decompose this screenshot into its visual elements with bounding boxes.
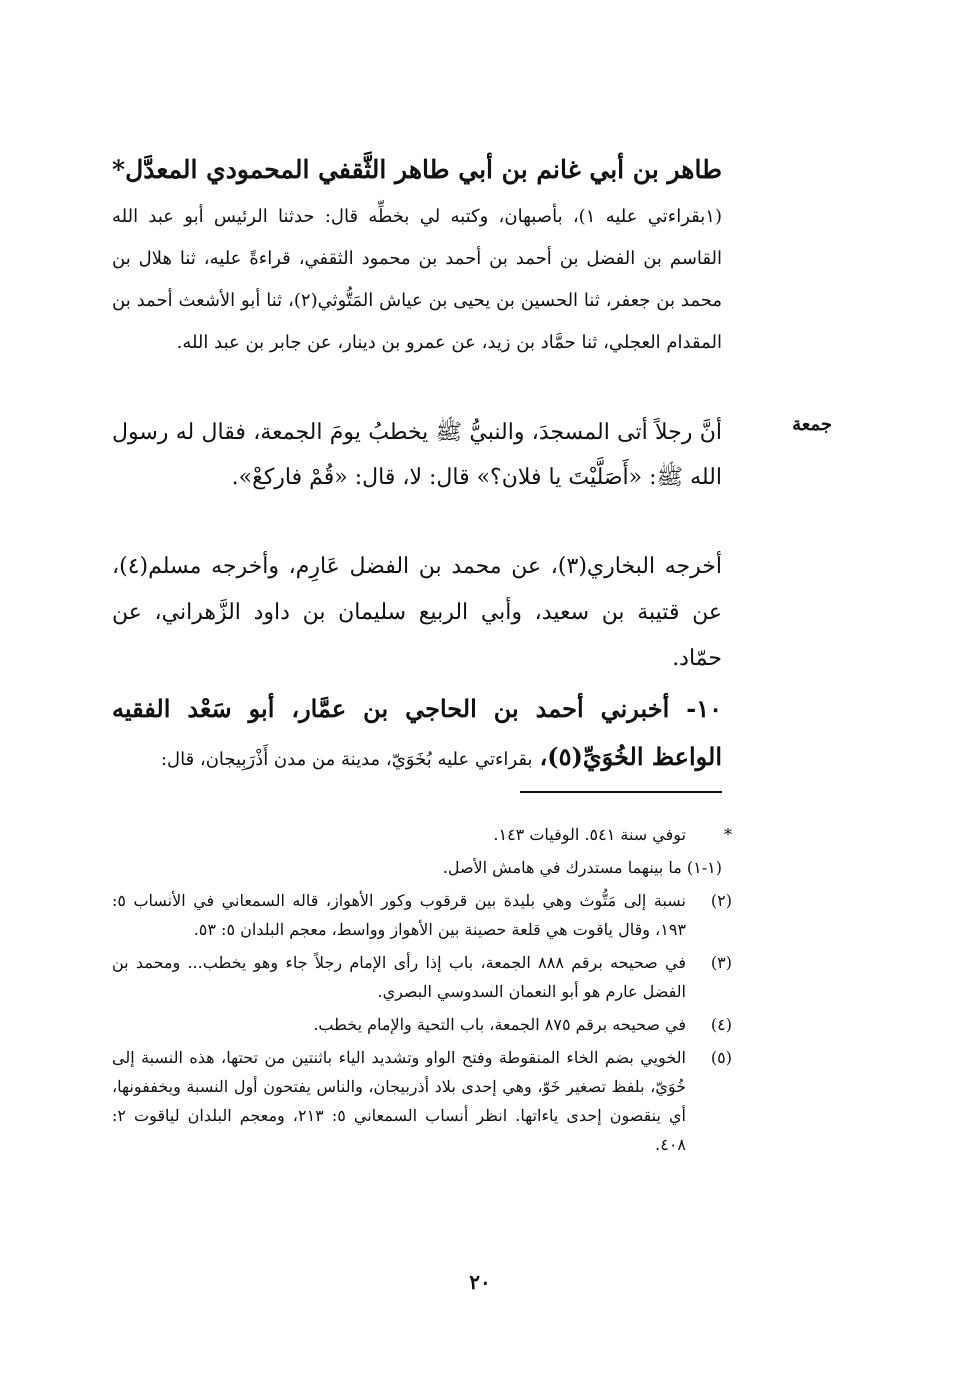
footnote-divider — [520, 791, 722, 793]
page-number: ٢٠ — [469, 1270, 491, 1294]
footnote-3 — [112, 948, 732, 1006]
footnote-2 — [112, 886, 732, 944]
entry-title-text: طاهر بن أبي غانم بن أبي طاهر الثَّقفي المحمودي المعدَّل* — [112, 155, 722, 184]
takhrij-text: أخرجه البخاري(٣)، عن محمد بن الفضل عَارِم، وأخرجه مسلم(٤)، عن قتيبة بن سعيد، وأبي الربيع سليمان بن داود الزَّهراني، عن حمّاد. — [112, 554, 723, 671]
footnotes — [112, 820, 732, 1163]
entry-10 — [112, 686, 722, 783]
footnote-text: الخويي بضم الخاء المنقوطة وفتح الواو وتشديد الياء باثنتين من تحتها، هذه النسبة إلى خُوَيّ، بلفظ تصغير خَوّ، وهي إحدى بلاد أذربيجان، والناس يفتحون أول النسبة ويخففونها، أي ينقصون إحدى ياءاتها. انظر أنساب السمعاني ٥: ٢١٣، ومعجم البلدان لياقوت ٢: ٤٠٨. — [112, 1048, 687, 1154]
entry-10-heading: ١٠- أخبرني أحمد بن الحاجي بن عمَّار، أبو سَعْد الفقيه الواعظ الخُوَيِّ(٥)، — [112, 694, 722, 771]
footnote-text: في صحيحه برقم ٨٨٨ الجمعة، باب إذا رأى الإمام رجلاً جاء وهو يخطب... ومحمد بن الفضل عارم هو أبو النعمان السدوسي البصري. — [112, 953, 686, 1001]
footnote-4 — [112, 1010, 732, 1039]
footnote-marker: * — [724, 825, 732, 844]
isnad-paragraph — [112, 196, 722, 364]
footnote-text: توفي سنة ٥٤١. الوفيات ١٤٣. — [493, 825, 686, 844]
hadith-text: أنَّ رجلاً أتى المسجدَ، والنبيُّ ﷺ يخطبُ يومَ الجمعة، فقال له رسول الله ﷺ: «أَصَلَّيْتَ يا فلان؟» قال: لا، قال: «قُمْ فاركعْ». — [112, 420, 722, 490]
footnote-1 — [112, 853, 732, 882]
footnote-text: نسبة إلى مَتُّوث وهي بليدة بين قرقوب وكور الأهواز، قاله السمعاني في الأنساب ٥: ١٩٣، وقال ياقوت هي قلعة حصينة بين الأهواز وواسط، معجم البلدان ٥: ٥٣. — [112, 891, 686, 939]
takhrij-paragraph — [112, 544, 722, 682]
entry-title — [112, 148, 722, 192]
footnote-text: (١-١) ما بينهما مستدرك في هامش الأصل. — [442, 858, 722, 877]
footnote-star — [112, 820, 732, 849]
footnote-5 — [112, 1043, 732, 1159]
footnote-marker: (٣) — [710, 953, 732, 972]
footnote-text: في صحيحه برقم ٨٧٥ الجمعة، باب التحية والإمام يخطب. — [313, 1015, 686, 1034]
hadith-paragraph — [112, 410, 722, 500]
entry-10-text: بقراءتي عليه بُخَوَيّ، مدينة من مدن أَذْرَبِيجان، قال: — [160, 749, 533, 770]
footnote-marker: (٢) — [710, 891, 732, 910]
isnad-text: (١بقراءتي عليه ١)، بأصبهان، وكتبه لي بخطِّه قال: حدثنا الرئيس أبو عبد الله القاسم بن الفضل بن أحمد بن أحمد بن محمود الثقفي، قراءةً عليه، ثنا هلال بن محمد بن جعفر، ثنا الحسين بن يحيى بن عياش المَتُّوثي(٢)، ثنا أبو الأشعث أحمد بن المقدام العجلي، ثنا حمَّاد بن زيد، عن عمرو بن دينار، عن جابر بن عبد الله. — [112, 206, 722, 353]
margin-note: جمعة — [792, 414, 832, 435]
footnote-marker: (٥) — [710, 1048, 732, 1067]
footnote-marker: (٤) — [710, 1015, 732, 1034]
